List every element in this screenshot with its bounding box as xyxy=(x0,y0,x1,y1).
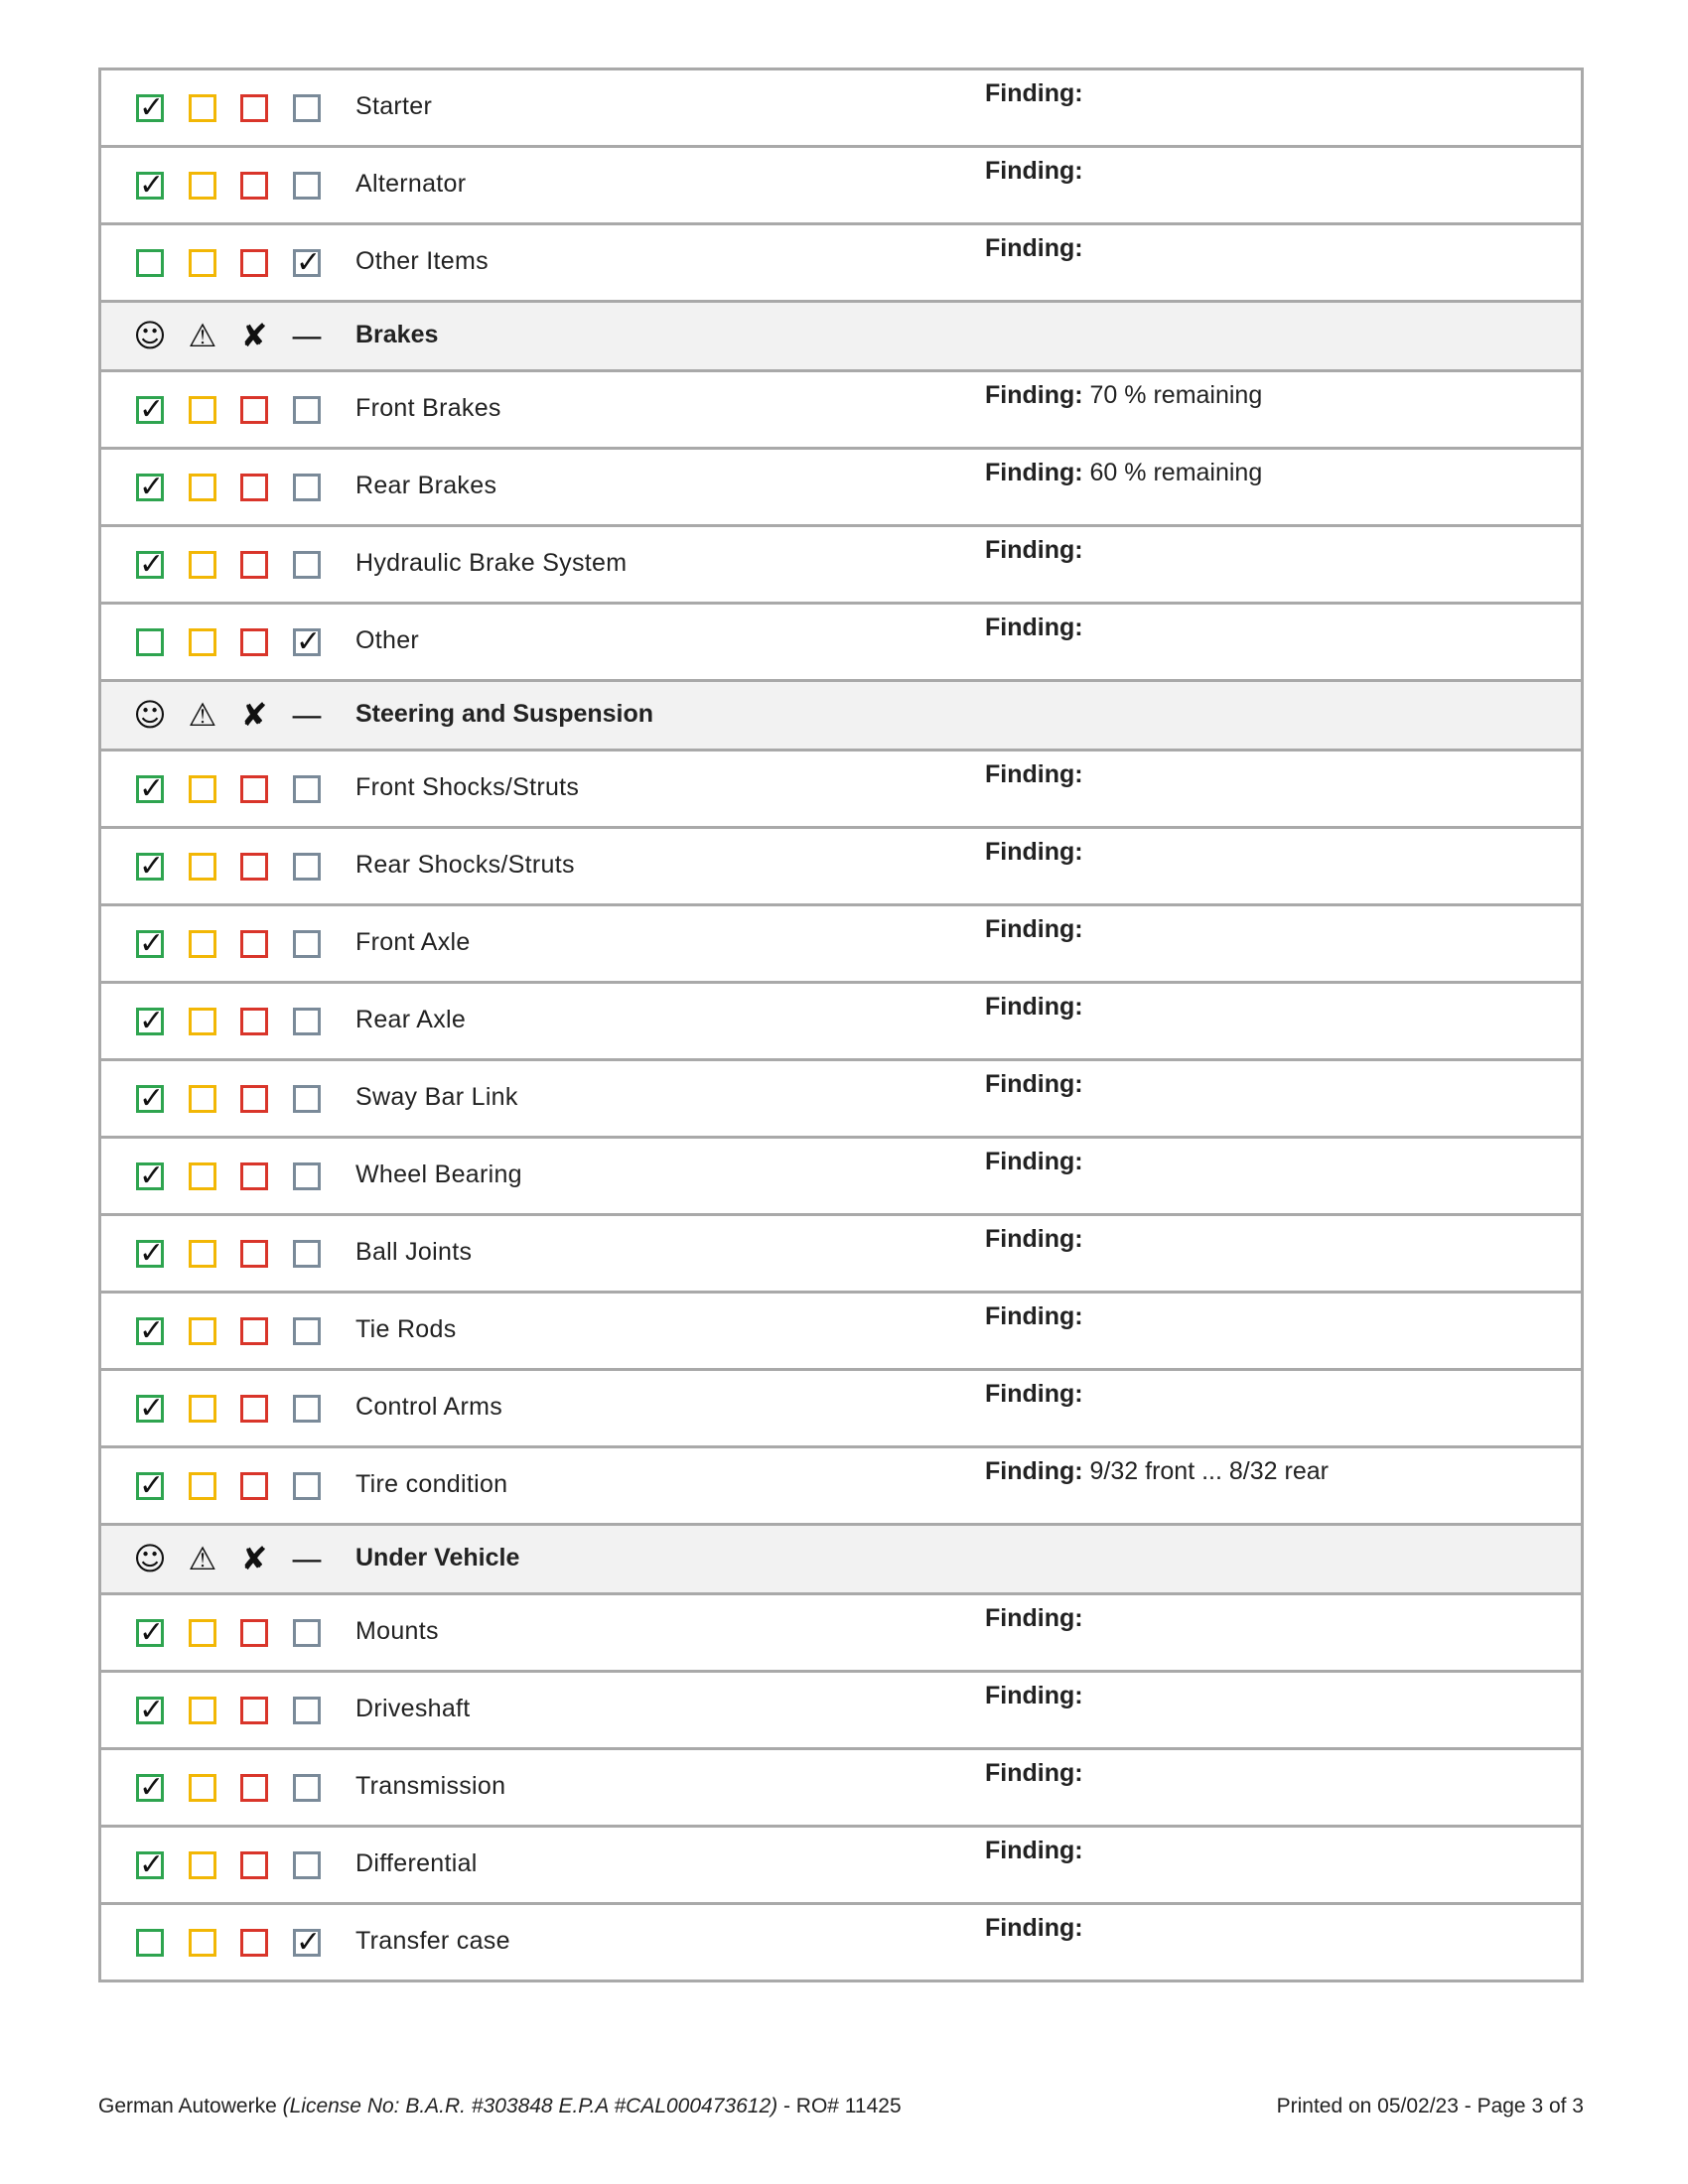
finding-field xyxy=(985,157,1083,186)
status-checkbox-good[interactable] xyxy=(136,628,164,656)
checklist-row-starter xyxy=(101,70,1581,148)
smiley-face-icon: ☺ xyxy=(133,696,167,734)
status-checkbox-na[interactable] xyxy=(293,775,321,803)
status-checkbox-urgent[interactable] xyxy=(240,930,268,958)
finding-label: Finding: xyxy=(985,459,1083,486)
status-checkbox-na[interactable] xyxy=(293,551,321,579)
status-checkbox-na[interactable] xyxy=(293,1395,321,1423)
item-label: Tie Rods xyxy=(355,1315,457,1343)
status-checkbox-attention[interactable] xyxy=(189,249,216,277)
status-checkbox-urgent[interactable] xyxy=(240,1008,268,1035)
status-checkbox-na[interactable] xyxy=(293,1925,322,1960)
checkmark-icon: ✓ xyxy=(296,245,322,280)
status-checkbox-urgent[interactable] xyxy=(240,853,268,881)
inspection-checklist xyxy=(98,68,1584,1982)
finding-field xyxy=(985,760,1083,789)
section-title: Brakes xyxy=(355,321,439,348)
checkmark-icon: ✓ xyxy=(296,1925,322,1960)
status-checkbox-urgent[interactable] xyxy=(240,1619,268,1647)
finding-field xyxy=(985,1837,1083,1865)
finding-field xyxy=(985,1070,1083,1099)
item-label: Wheel Bearing xyxy=(355,1160,522,1188)
checklist-row-mounts xyxy=(101,1595,1581,1673)
status-checkbox-good[interactable] xyxy=(136,1929,164,1957)
smiley-face-icon: ☺ xyxy=(133,1540,167,1577)
section-header-brakes xyxy=(101,303,1581,372)
finding-label: Finding: xyxy=(985,1457,1083,1485)
finding-field xyxy=(985,381,1262,410)
status-checkbox-attention[interactable] xyxy=(189,1395,216,1423)
footer-printed-date: Printed on 05/02/23 - Page 3 of 3 xyxy=(1276,2095,1584,2117)
status-checkbox-na[interactable] xyxy=(293,1697,321,1724)
finding-field xyxy=(985,79,1083,108)
status-checkbox-na[interactable] xyxy=(293,624,322,659)
status-checkbox-na[interactable] xyxy=(293,396,321,424)
status-checkbox-na[interactable] xyxy=(293,172,321,200)
status-checkbox-attention[interactable] xyxy=(189,1008,216,1035)
checkmark-icon: ✓ xyxy=(139,392,165,427)
checklist-row-sway-bar-link xyxy=(101,1061,1581,1139)
item-label: Control Arms xyxy=(355,1393,503,1421)
checkmark-icon: ✓ xyxy=(139,1004,165,1038)
checkmark-icon: ✓ xyxy=(296,624,322,659)
status-checkbox-na[interactable] xyxy=(293,474,321,501)
checklist-row-wheel-bearing xyxy=(101,1139,1581,1216)
status-checkbox-attention[interactable] xyxy=(189,1697,216,1724)
checkmark-icon: ✓ xyxy=(139,547,165,582)
finding-label: Finding: xyxy=(985,1914,1083,1942)
finding-field xyxy=(985,838,1083,867)
status-checkbox-na[interactable] xyxy=(293,1851,321,1879)
checkmark-icon: ✓ xyxy=(139,168,165,203)
finding-label: Finding: xyxy=(985,1837,1083,1864)
smiley-face-icon: ☺ xyxy=(133,317,167,354)
status-checkbox-urgent[interactable] xyxy=(240,1162,268,1190)
checklist-row-driveshaft xyxy=(101,1673,1581,1750)
status-checkbox-urgent[interactable] xyxy=(240,1774,268,1802)
finding-field xyxy=(985,1914,1083,1943)
status-checkbox-urgent[interactable] xyxy=(240,1240,268,1268)
finding-label: Finding: xyxy=(985,79,1083,107)
finding-field xyxy=(985,1148,1083,1176)
item-label: Transfer case xyxy=(355,1927,510,1955)
status-checkbox-urgent[interactable] xyxy=(240,474,268,501)
status-checkbox-na[interactable] xyxy=(293,1162,321,1190)
checklist-row-front-brakes xyxy=(101,372,1581,450)
status-checkbox-attention[interactable] xyxy=(189,775,216,803)
item-label: Driveshaft xyxy=(355,1695,471,1722)
status-checkbox-attention[interactable] xyxy=(189,1851,216,1879)
dash-icon: — xyxy=(291,696,323,734)
status-checkbox-attention[interactable] xyxy=(189,628,216,656)
status-checkbox-na[interactable] xyxy=(293,930,321,958)
section-header-under-vehicle xyxy=(101,1526,1581,1595)
checklist-row-rear-axle xyxy=(101,984,1581,1061)
status-checkbox-good[interactable] xyxy=(136,1081,165,1116)
status-checkbox-attention[interactable] xyxy=(189,1317,216,1345)
status-checkbox-urgent[interactable] xyxy=(240,249,268,277)
finding-label: Finding: xyxy=(985,1604,1083,1632)
finding-label: Finding: xyxy=(985,614,1083,641)
finding-field xyxy=(985,915,1083,944)
finding-label: Finding: xyxy=(985,381,1083,409)
status-checkbox-urgent[interactable] xyxy=(240,1395,268,1423)
item-label: Differential xyxy=(355,1849,478,1877)
dash-icon: — xyxy=(291,317,323,354)
checkmark-icon: ✓ xyxy=(139,926,165,961)
status-checkbox-urgent[interactable] xyxy=(240,628,268,656)
status-checkbox-good[interactable] xyxy=(136,926,165,961)
status-checkbox-attention[interactable] xyxy=(189,1085,216,1113)
status-checkbox-good[interactable] xyxy=(136,249,164,277)
status-checkbox-attention[interactable] xyxy=(189,1162,216,1190)
finding-field xyxy=(985,459,1262,487)
finding-field xyxy=(985,234,1083,263)
item-label: Front Shocks/Struts xyxy=(355,773,580,801)
item-label: Rear Shocks/Struts xyxy=(355,851,575,879)
footer-shop-info xyxy=(98,2095,902,2118)
warning-triangle-icon: ⚠ xyxy=(188,317,217,354)
status-checkbox-attention[interactable] xyxy=(189,1619,216,1647)
status-checkbox-na[interactable] xyxy=(293,1240,321,1268)
finding-value: 9/32 front ... 8/32 rear xyxy=(1089,1457,1329,1485)
footer-shop-name: German Autowerke xyxy=(98,2095,277,2117)
finding-label: Finding: xyxy=(985,1302,1083,1330)
finding-label: Finding: xyxy=(985,1148,1083,1175)
item-label: Other Items xyxy=(355,247,489,275)
status-checkbox-urgent[interactable] xyxy=(240,775,268,803)
finding-label: Finding: xyxy=(985,1225,1083,1253)
item-label: Front Brakes xyxy=(355,394,501,422)
section-header-steering-and-suspension xyxy=(101,682,1581,751)
status-checkbox-attention[interactable] xyxy=(189,94,216,122)
dash-icon: — xyxy=(291,1540,323,1577)
checkmark-icon: ✓ xyxy=(139,771,165,806)
item-label: Transmission xyxy=(355,1772,506,1800)
finding-label: Finding: xyxy=(985,760,1083,788)
status-checkbox-na[interactable] xyxy=(293,1085,321,1113)
finding-label: Finding: xyxy=(985,1380,1083,1408)
status-checkbox-good[interactable] xyxy=(136,1468,165,1503)
checklist-row-front-axle xyxy=(101,906,1581,984)
item-label: Hydraulic Brake System xyxy=(355,549,628,577)
finding-label: Finding: xyxy=(985,1070,1083,1098)
checklist-row-tie-rods xyxy=(101,1294,1581,1371)
status-checkbox-urgent[interactable] xyxy=(240,396,268,424)
status-checkbox-attention[interactable] xyxy=(189,853,216,881)
status-checkbox-na[interactable] xyxy=(293,1008,321,1035)
item-label: Front Axle xyxy=(355,928,471,956)
checkmark-icon: ✓ xyxy=(139,1313,165,1348)
checkmark-icon: ✓ xyxy=(139,90,165,125)
status-checkbox-urgent[interactable] xyxy=(240,1697,268,1724)
status-checkbox-na[interactable] xyxy=(293,1317,321,1345)
status-checkbox-na[interactable] xyxy=(293,94,321,122)
checkmark-icon: ✓ xyxy=(139,1615,165,1650)
status-checkbox-attention[interactable] xyxy=(189,1774,216,1802)
status-checkbox-urgent[interactable] xyxy=(240,551,268,579)
status-checkbox-good[interactable] xyxy=(136,90,165,125)
item-label: Ball Joints xyxy=(355,1238,473,1266)
checkmark-icon: ✓ xyxy=(139,1081,165,1116)
status-checkbox-urgent[interactable] xyxy=(240,94,268,122)
checkmark-icon: ✓ xyxy=(139,1159,165,1193)
checklist-row-ball-joints xyxy=(101,1216,1581,1294)
finding-label: Finding: xyxy=(985,1682,1083,1709)
status-checkbox-attention[interactable] xyxy=(189,396,216,424)
checklist-row-control-arms xyxy=(101,1371,1581,1448)
item-label: Rear Axle xyxy=(355,1006,467,1033)
finding-field xyxy=(985,1457,1329,1486)
finding-label: Finding: xyxy=(985,536,1083,564)
checklist-row-other xyxy=(101,605,1581,682)
footer-ro-number: - RO# 11425 xyxy=(782,2095,902,2117)
finding-value: 60 % remaining xyxy=(1089,459,1263,486)
checkmark-icon: ✓ xyxy=(139,1693,165,1727)
item-label: Mounts xyxy=(355,1617,439,1645)
footer-license: (License No: B.A.R. #303848 E.P.A #CAL000473612) xyxy=(282,2095,778,2117)
status-checkbox-good[interactable] xyxy=(136,1693,165,1727)
item-label: Starter xyxy=(355,92,433,120)
checklist-row-rear-shocks-struts xyxy=(101,829,1581,906)
status-checkbox-attention[interactable] xyxy=(189,474,216,501)
warning-triangle-icon: ⚠ xyxy=(188,1540,217,1577)
status-checkbox-na[interactable] xyxy=(293,1774,321,1802)
finding-field xyxy=(985,536,1083,565)
status-checkbox-good[interactable] xyxy=(136,1770,165,1805)
finding-label: Finding: xyxy=(985,915,1083,943)
status-checkbox-good[interactable] xyxy=(136,1847,165,1882)
item-label: Tire condition xyxy=(355,1470,508,1498)
status-checkbox-na[interactable] xyxy=(293,853,321,881)
checkmark-icon: ✓ xyxy=(139,1468,165,1503)
finding-field xyxy=(985,1682,1083,1710)
status-checkbox-good[interactable] xyxy=(136,1615,165,1650)
item-label: Alternator xyxy=(355,170,467,198)
item-label: Other xyxy=(355,626,420,654)
status-checkbox-good[interactable] xyxy=(136,1313,165,1348)
status-checkbox-na[interactable] xyxy=(293,1619,321,1647)
finding-field xyxy=(985,993,1083,1022)
finding-label: Finding: xyxy=(985,838,1083,866)
checkmark-icon: ✓ xyxy=(139,1391,165,1426)
checklist-row-differential xyxy=(101,1828,1581,1905)
checkmark-icon: ✓ xyxy=(139,470,165,504)
x-mark-icon: ✘ xyxy=(240,696,268,734)
status-checkbox-good[interactable] xyxy=(136,1159,165,1193)
status-checkbox-good[interactable] xyxy=(136,470,165,504)
finding-label: Finding: xyxy=(985,993,1083,1021)
checklist-row-transfer-case xyxy=(101,1905,1581,1979)
x-mark-icon: ✘ xyxy=(240,317,268,354)
status-checkbox-attention[interactable] xyxy=(189,930,216,958)
finding-label: Finding: xyxy=(985,157,1083,185)
finding-field xyxy=(985,1380,1083,1409)
checklist-row-rear-brakes xyxy=(101,450,1581,527)
status-checkbox-attention[interactable] xyxy=(189,172,216,200)
checkmark-icon: ✓ xyxy=(139,849,165,884)
status-checkbox-good[interactable] xyxy=(136,1391,165,1426)
status-checkbox-good[interactable] xyxy=(136,168,165,203)
checklist-row-hydraulic-brake-system xyxy=(101,527,1581,605)
checklist-row-front-shocks-struts xyxy=(101,751,1581,829)
finding-label: Finding: xyxy=(985,234,1083,262)
section-title: Under Vehicle xyxy=(355,1544,520,1571)
status-checkbox-good[interactable] xyxy=(136,392,165,427)
checklist-row-alternator xyxy=(101,148,1581,225)
item-label: Sway Bar Link xyxy=(355,1083,518,1111)
finding-value: 70 % remaining xyxy=(1089,381,1263,409)
status-checkbox-good[interactable] xyxy=(136,849,165,884)
status-checkbox-good[interactable] xyxy=(136,1004,165,1038)
status-checkbox-urgent[interactable] xyxy=(240,172,268,200)
status-checkbox-urgent[interactable] xyxy=(240,1317,268,1345)
finding-field xyxy=(985,1759,1083,1788)
status-checkbox-attention[interactable] xyxy=(189,1929,216,1957)
checklist-row-transmission xyxy=(101,1750,1581,1828)
x-mark-icon: ✘ xyxy=(240,1540,268,1577)
status-checkbox-urgent[interactable] xyxy=(240,1929,268,1957)
finding-label: Finding: xyxy=(985,1759,1083,1787)
status-checkbox-good[interactable] xyxy=(136,1236,165,1271)
status-checkbox-attention[interactable] xyxy=(189,1472,216,1500)
status-checkbox-urgent[interactable] xyxy=(240,1085,268,1113)
status-checkbox-urgent[interactable] xyxy=(240,1472,268,1500)
section-title: Steering and Suspension xyxy=(355,700,654,728)
warning-triangle-icon: ⚠ xyxy=(188,696,217,734)
item-label: Rear Brakes xyxy=(355,472,497,499)
checkmark-icon: ✓ xyxy=(139,1236,165,1271)
status-checkbox-na[interactable] xyxy=(293,1472,321,1500)
status-checkbox-attention[interactable] xyxy=(189,1240,216,1268)
finding-field xyxy=(985,614,1083,642)
finding-field xyxy=(985,1302,1083,1331)
status-checkbox-attention[interactable] xyxy=(189,551,216,579)
finding-field xyxy=(985,1225,1083,1254)
checkmark-icon: ✓ xyxy=(139,1847,165,1882)
checkmark-icon: ✓ xyxy=(139,1770,165,1805)
status-checkbox-na[interactable] xyxy=(293,245,322,280)
status-checkbox-good[interactable] xyxy=(136,547,165,582)
checklist-row-other-items xyxy=(101,225,1581,303)
finding-field xyxy=(985,1604,1083,1633)
status-checkbox-urgent[interactable] xyxy=(240,1851,268,1879)
status-checkbox-good[interactable] xyxy=(136,771,165,806)
checklist-row-tire-condition xyxy=(101,1448,1581,1526)
